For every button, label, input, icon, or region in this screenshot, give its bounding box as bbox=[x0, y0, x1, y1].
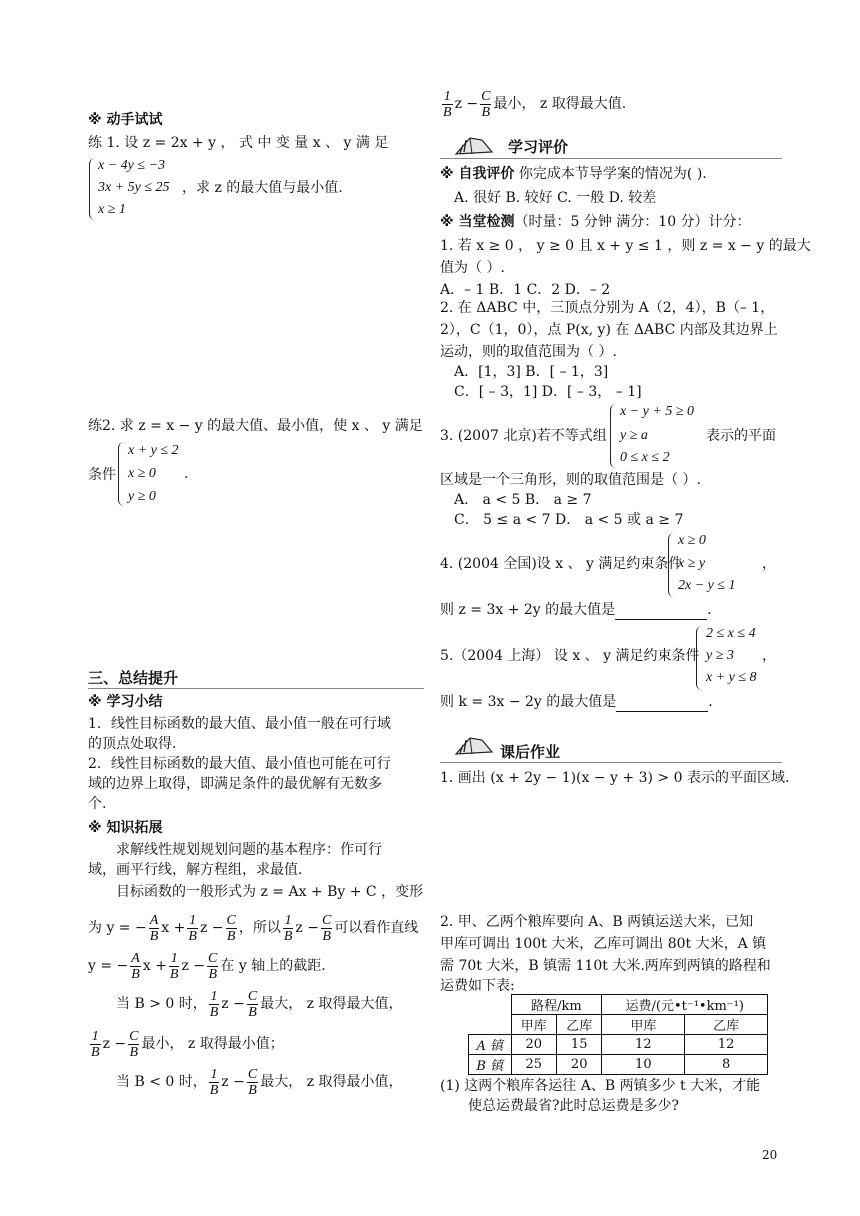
exercise-2-cond: 条件 bbox=[88, 467, 116, 483]
test-text: （时量：5 分钟 满分：10 分）计分： bbox=[514, 214, 751, 230]
formula-line-4 bbox=[88, 1026, 284, 1062]
text: 为 y = − bbox=[88, 920, 147, 936]
section-divider bbox=[88, 688, 424, 689]
fraction: $\frac{1}{B}$ bbox=[209, 988, 219, 1020]
q4-answer-line bbox=[440, 600, 712, 620]
q2-line: 2），C（1，0），点 P(x, y) 在 ΔABC 内部及其边界上 bbox=[440, 322, 778, 338]
self-eval-line bbox=[440, 164, 707, 184]
fraction: $\frac{1}{B}$ bbox=[169, 950, 179, 982]
homework-2-line: 需 70t 大米，B 镇需 110t 大米.两库到两镇的路程和 bbox=[440, 958, 771, 974]
section-3-title: 三、总结提升 bbox=[88, 669, 179, 687]
q3-line: 区域是一个三角形，则的取值范围是（ ）. bbox=[440, 472, 701, 488]
q2-line: 运动，则的取值范围为（ ）. bbox=[440, 344, 617, 360]
table-subheader: 甲库 bbox=[602, 1015, 685, 1035]
table-subheader: 甲库 bbox=[511, 1015, 556, 1035]
table-corner bbox=[469, 995, 512, 1035]
q3-line: 表示的平面 bbox=[706, 428, 776, 444]
text: z − bbox=[181, 958, 206, 974]
continued-formula bbox=[440, 86, 626, 122]
fraction: $\frac{C}{B}$ bbox=[481, 88, 491, 120]
text: z − bbox=[221, 996, 245, 1012]
extension-line: 求解线性规划规划问题的基本程序：作可行 bbox=[116, 842, 382, 858]
q5-line: 5.（2004 上海） 设 x 、 y 满足约束条件 bbox=[440, 648, 700, 664]
fraction: $\frac{C}{B}$ bbox=[208, 950, 218, 982]
extension-line: 目标函数的一般形式为 z = Ax + By + C ，变形 bbox=[116, 884, 424, 900]
ex2-ineq-2: x ≥ 0 bbox=[128, 466, 156, 481]
homework-2-line: 甲库可调出 100t 大米，乙库可调出 80t 大米，A 镇 bbox=[440, 936, 767, 952]
summary-line: 域的边界上取得，即满足条件的最优解有无数多 bbox=[88, 776, 382, 792]
table-cell: 12 bbox=[602, 1035, 685, 1055]
q5-answer-line bbox=[440, 692, 713, 712]
table-header-cost: 运费/(元•t⁻¹•km⁻¹) bbox=[602, 995, 768, 1015]
fraction: $\frac{A}{B}$ bbox=[149, 912, 159, 944]
q2-options: A．[1，3] B．[ – 1，3] bbox=[454, 364, 609, 380]
fraction: $\frac{1}{B}$ bbox=[91, 1028, 100, 1060]
fraction: $\frac{1}{B}$ bbox=[209, 1066, 219, 1098]
q3-ineq: y ≥ a bbox=[620, 428, 648, 443]
q5-ineq: 2 ≤ x ≤ 4 bbox=[706, 626, 756, 641]
page-number: 20 bbox=[762, 1148, 778, 1162]
brace bbox=[610, 404, 617, 468]
book-icon bbox=[452, 132, 496, 158]
text: 当 B > 0 时， bbox=[116, 996, 207, 1012]
q4-ineq: x ≥ y bbox=[678, 556, 706, 571]
text: ，所以 bbox=[238, 920, 281, 936]
q1-options: A．– 1 B．1 C．2 D．– 2 bbox=[440, 282, 611, 298]
text: . bbox=[708, 694, 713, 710]
fraction: $\frac{1}{B}$ bbox=[283, 912, 293, 944]
q3-ineq: x − y + 5 ≥ 0 bbox=[620, 404, 695, 419]
text: 最小， z 取得最大值. bbox=[493, 96, 627, 112]
homework-1: 1. 画出 (x + 2y − 1)(x − y + 3) > 0 表示的平面区域. bbox=[440, 770, 790, 786]
text: 在 y 轴上的截距. bbox=[220, 958, 326, 974]
exercise-2-intro: 练2. 求 z = x − y 的最大值、最小值，使 x 、 y 满足 bbox=[88, 418, 423, 434]
q4-line: ， bbox=[762, 556, 776, 572]
table-row bbox=[469, 1055, 768, 1075]
text: 最小， z 取得最小值； bbox=[141, 1036, 284, 1052]
summary-heading: ※ 学习小结 bbox=[88, 694, 163, 710]
ex1-ineq-1: x − 4y ≤ −3 bbox=[98, 158, 166, 173]
fraction: $\frac{A}{B}$ bbox=[131, 950, 140, 982]
text: 则 k = 3x − 2y 的最大值是 bbox=[440, 694, 617, 710]
summary-line: 个. bbox=[88, 796, 107, 812]
q4-line: 4. (2004 全国)设 x 、 y 满足约束条件 bbox=[440, 556, 683, 572]
extension-line: 域，画平行线，解方程组，求最值. bbox=[88, 862, 303, 878]
homework-2-line: 运费如下表: bbox=[440, 978, 515, 994]
table-cell: 10 bbox=[602, 1055, 685, 1075]
q5-line: ， bbox=[762, 648, 776, 664]
q4-ineq: x ≥ 0 bbox=[678, 533, 706, 548]
text: x + bbox=[142, 958, 167, 974]
row-label: B 镇 bbox=[469, 1055, 512, 1075]
text: z − bbox=[454, 96, 479, 112]
text: z − bbox=[221, 1074, 245, 1090]
fraction: $\frac{C}{B}$ bbox=[226, 912, 236, 944]
self-eval-text: 你完成本节导学案的情况为( ). bbox=[514, 166, 707, 182]
exercise-1-intro: 练 1. 设 z = 2x + y ， 式 中 变 量 x 、 y 满 足 bbox=[88, 135, 389, 151]
fraction: $\frac{1}{B}$ bbox=[188, 912, 197, 944]
q5-ineq: y ≥ 3 bbox=[706, 648, 734, 663]
brace bbox=[89, 158, 96, 220]
q2-line: 2. 在 ΔABC 中，三顶点分别为 A（2，4），B（– 1， bbox=[440, 300, 775, 316]
ex2-ineq-3: y ≥ 0 bbox=[128, 489, 156, 504]
text: 则 z = 3x + 2y 的最大值是 bbox=[440, 602, 616, 618]
homework-heading: 课后作业 bbox=[500, 743, 561, 761]
table-cell: 12 bbox=[685, 1035, 768, 1055]
table-cell: 20 bbox=[556, 1055, 601, 1075]
text: z − bbox=[102, 1036, 127, 1052]
q5-ineq: x + y ≤ 8 bbox=[706, 670, 757, 685]
table-cell: 20 bbox=[511, 1035, 556, 1055]
exercise-1-tail: ，求 z 的最大值与最小值. bbox=[182, 180, 343, 196]
extension-heading: ※ 知识拓展 bbox=[88, 820, 163, 836]
table-subheader: 乙库 bbox=[556, 1015, 601, 1035]
q3-options: A． a < 5 B． a ≥ 7 bbox=[454, 492, 592, 508]
summary-line: 的顶点处取得. bbox=[88, 736, 177, 752]
ex2-ineq-1: x + y ≤ 2 bbox=[128, 443, 179, 458]
formula-line-1 bbox=[88, 910, 418, 946]
brace bbox=[118, 442, 125, 506]
table-row bbox=[469, 1035, 768, 1055]
text: z − bbox=[295, 920, 319, 936]
answer-blank[interactable] bbox=[616, 697, 708, 712]
text: 最大， z 取得最小值， bbox=[260, 1074, 403, 1090]
q3-options: C． 5 ≤ a < 7 D． a < 5 或 a ≥ 7 bbox=[454, 512, 684, 528]
section-divider bbox=[440, 158, 782, 159]
fraction: $\frac{C}{B}$ bbox=[321, 912, 332, 944]
evaluation-heading: 学习评价 bbox=[508, 138, 569, 156]
exercise-2-tail: . bbox=[184, 466, 189, 482]
q1-line: 1. 若 x ≥ 0 ， y ≥ 0 且 x + y ≤ 1 ，则 z = x − y 的最大 bbox=[440, 238, 811, 254]
freight-table bbox=[468, 994, 768, 1075]
text: x + bbox=[161, 920, 186, 936]
question-part-1-cont: 使总运费最省?此时总运费是多少? bbox=[468, 1098, 680, 1114]
text: y = − bbox=[88, 958, 129, 974]
table-cell: 8 bbox=[685, 1055, 768, 1075]
formula-line-5 bbox=[116, 1064, 402, 1100]
section-divider bbox=[440, 762, 782, 763]
self-eval-label: ※ 自我评价 bbox=[440, 166, 515, 182]
q2-options: C．[ – 3，1] D．[ – 3， – 1] bbox=[454, 384, 642, 400]
q3-line: 3. (2007 北京)若不等式组 bbox=[440, 428, 607, 444]
row-label: A 镇 bbox=[469, 1035, 512, 1055]
q4-ineq: 2x − y ≤ 1 bbox=[678, 578, 736, 593]
text: z − bbox=[199, 920, 224, 936]
ex1-ineq-2: 3x + 5y ≤ 25 bbox=[98, 180, 170, 195]
test-label: ※ 当堂检测 bbox=[440, 214, 515, 230]
formula-line-2 bbox=[88, 948, 326, 984]
homework-2-line: 2. 甲、乙两个粮库要向 A、B 两镇运送大米，已知 bbox=[440, 914, 754, 930]
test-line bbox=[440, 212, 751, 232]
answer-blank[interactable] bbox=[615, 605, 707, 620]
table-header-distance: 路程/km bbox=[511, 995, 602, 1015]
text: 可以看作直线 bbox=[334, 920, 419, 936]
table-subheader: 乙库 bbox=[685, 1015, 768, 1035]
summary-line: 2．线性目标函数的最大值、最小值也可能在可行 bbox=[88, 756, 391, 772]
text: 当 B < 0 时， bbox=[116, 1074, 207, 1090]
q1-line: 值为（ ）. bbox=[440, 260, 505, 276]
fraction: $\frac{C}{B}$ bbox=[247, 1066, 258, 1098]
formula-line-3 bbox=[116, 986, 402, 1022]
fraction: $\frac{1}{B}$ bbox=[443, 88, 452, 120]
try-heading: ※ 动手试试 bbox=[88, 112, 163, 128]
ex1-ineq-3: x ≥ 1 bbox=[98, 202, 126, 217]
text: . bbox=[707, 602, 712, 618]
q3-ineq: 0 ≤ x ≤ 2 bbox=[620, 450, 670, 465]
book-icon bbox=[452, 732, 496, 758]
summary-line: 1．线性目标函数的最大值、最小值一般在可行域 bbox=[88, 716, 391, 732]
fraction: $\frac{C}{B}$ bbox=[129, 1028, 139, 1060]
fraction: $\frac{C}{B}$ bbox=[247, 988, 258, 1020]
self-eval-options: A. 很好 B. 较好 C. 一般 D. 较差 bbox=[454, 190, 657, 206]
question-part-1: (1) 这两个粮库各运往 A、B 两镇多少 t 大米，才能 bbox=[440, 1078, 761, 1094]
table-cell: 15 bbox=[556, 1035, 601, 1055]
table-cell: 25 bbox=[511, 1055, 556, 1075]
text: 最大， z 取得最大值， bbox=[260, 996, 403, 1012]
